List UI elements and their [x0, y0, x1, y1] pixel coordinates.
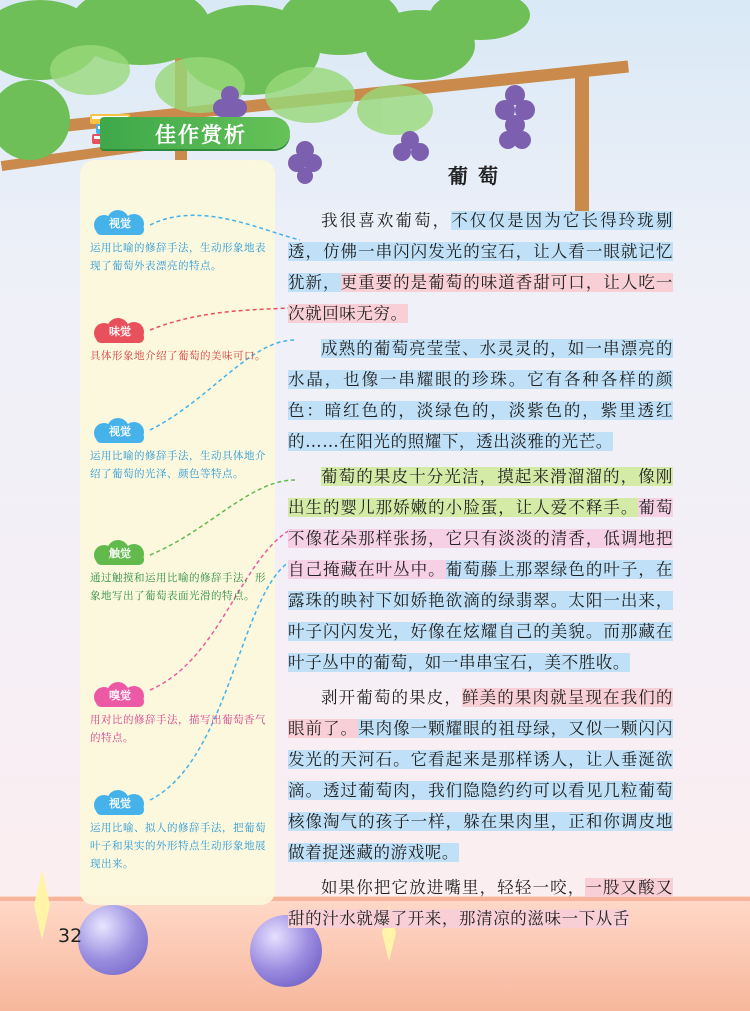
article-body — [288, 205, 673, 938]
cloud-tag-icon — [90, 682, 150, 708]
highlighted-sentence: 葡萄藤上那翠绿色的叶子，在露珠的映衬下如娇艳欲滴的绿翡翠。太阳一出来，叶子闪闪发光，好像在炫耀自己的美貌。而那藏在叶子丛中的葡萄，如一串串宝石，美不胜收。 — [288, 560, 673, 672]
article-paragraph — [288, 205, 673, 329]
note-tag: 视觉 — [109, 425, 131, 438]
note-tag: 嗅觉 — [109, 689, 131, 702]
note-text: 具体形象地介绍了葡萄的美味可口。 — [90, 350, 266, 362]
section-banner — [100, 117, 290, 149]
annotation-note — [90, 210, 270, 275]
annotation-note — [90, 540, 270, 605]
annotation-note — [90, 418, 270, 483]
cloud-tag-icon — [90, 210, 150, 236]
page-number: 32 — [58, 925, 83, 947]
section-title: 佳作赏析 — [155, 123, 247, 147]
annotation-note — [90, 318, 270, 365]
highlighted-sentence: 成熟的葡萄亮莹莹、水灵灵的，如一串漂亮的水晶，也像一串耀眼的珍珠。它有各种各样的颜色：暗红色的，淡绿色的，淡紫色的，紫里透红的……在阳光的照耀下，透出淡雅的光芒。 — [288, 339, 673, 451]
highlighted-sentence: 果肉像一颗耀眼的祖母绿，又似一颗闪闪发光的天河石。它看起来是那样诱人，让人垂涎欲滴。透过葡萄肉，我们隐隐约约可以看见几粒葡萄核像淘气的孩子一样，躲在果肉里，正和你调皮地做着捉迷藏的游戏呢。 — [288, 719, 673, 862]
note-text: 运用比喻的修辞手法，生动具体地介绍了葡萄的光泽、颜色等特点。 — [90, 450, 266, 480]
cloud-tag-icon — [90, 540, 150, 566]
note-tag: 味觉 — [109, 325, 131, 338]
sentence: 剥开葡萄的果皮， — [321, 688, 463, 707]
highlighted-sentence: 葡萄不像花朵那样张扬，它只有淡淡的清香，低调地把自己掩藏在叶丛中。 — [288, 498, 674, 579]
purple-ball-decoration — [78, 905, 148, 975]
annotation-note — [90, 790, 270, 873]
highlighted-sentence: 葡萄的果皮十分光洁，摸起来滑溜溜的，像刚出生的婴儿那娇嫩的小脸蛋，让人爱不释手。 — [288, 467, 673, 517]
note-tag: 视觉 — [109, 797, 131, 810]
note-tag: 触觉 — [109, 547, 131, 560]
cloud-tag-icon — [90, 318, 150, 344]
note-text: 通过触摸和运用比喻的修辞手法，形象地写出了葡萄表面光滑的特点。 — [90, 572, 266, 602]
article-paragraph — [288, 333, 673, 457]
cloud-tag-icon — [90, 418, 150, 444]
article-title: 葡萄 — [448, 164, 508, 188]
sentence: 我很喜欢葡萄， — [321, 211, 452, 230]
highlighted-sentence: 鲜美的果肉就呈现在我们的眼前了。 — [288, 688, 673, 738]
note-text: 运用比喻、拟人的修辞手法，把葡萄叶子和果实的外形特点生动形象地展现出来。 — [90, 822, 266, 870]
sentence: 如果你把它放进嘴里，轻轻一咬， — [321, 878, 586, 897]
note-tag: 视觉 — [109, 217, 131, 230]
article-paragraph — [288, 461, 673, 678]
article-paragraph — [288, 872, 673, 934]
highlighted-sentence: 不仅仅是因为它长得玲珑剔透，仿佛一串闪闪发光的宝石，让人看一眼就记忆犹新， — [288, 211, 674, 292]
note-text: 运用比喻的修辞手法，生动形象地表现了葡萄外表漂亮的特点。 — [90, 242, 266, 272]
article-paragraph — [288, 682, 673, 868]
annotation-note — [90, 682, 270, 747]
highlighted-sentence: 更重要的是葡萄的味道香甜可口，让人吃一次就回味无穷。 — [288, 273, 673, 323]
highlighted-sentence: 一股又酸又甜的汁水就爆了开来，那清凉的滋味一下从舌 — [288, 878, 674, 928]
note-text: 用对比的修辞手法，描写出葡萄香气的特点。 — [90, 714, 266, 744]
cloud-tag-icon — [90, 790, 150, 816]
